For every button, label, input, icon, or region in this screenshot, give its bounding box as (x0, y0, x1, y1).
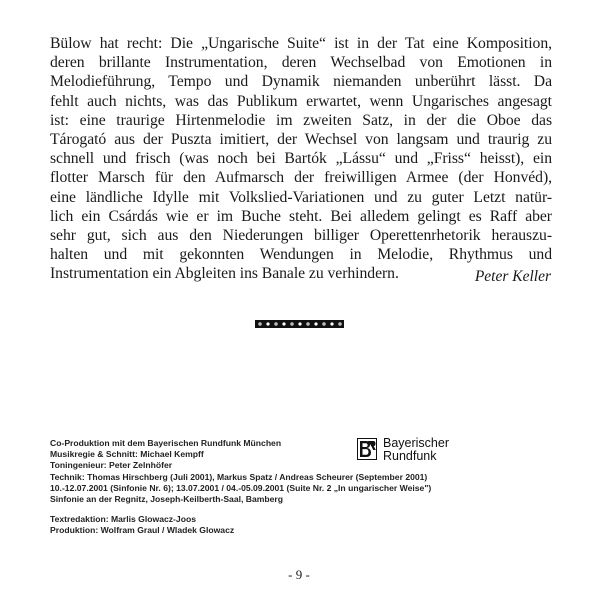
essay-line: schnell und frisch (was noch bei Bartók „Lássu“ und „Friss“ heisst), ein (50, 150, 552, 168)
logo-line-2: Rundfunk (383, 448, 437, 463)
essay-line: eine ländliche Idylle mit Volkslied-Variationen und zu guter Letzt natür- (50, 188, 552, 206)
essay-line: ist: eine traurige Hirtenmelodie im zweiten Satz, in der die Oboe das (50, 111, 552, 129)
essay-line: lich ein Csárdás wie er im Buche steht. Bei alledem gelingt es Raff aber (50, 207, 552, 225)
essay-line: Bülow hat recht: Die „Ungarische Suite“ ist in der Tat eine Komposition, (50, 35, 552, 52)
author-signature: Peter Keller (474, 268, 551, 285)
essay-line: halten und mit gekonnten Wendungen in Melodie, Rhythmus und (50, 246, 552, 264)
essay-line: deren brillante Instrumentation, deren Wechselbad von Emotionen in (50, 54, 552, 72)
credit-line: Produktion: Wolfram Graul / Wladek Glowacz (50, 525, 235, 536)
essay-line: sehr gut, sich aus den Niederungen billiger Operettenrhetorik herauszu- (50, 227, 552, 245)
essay-paragraph (50, 34, 552, 284)
essay-line: Melodieführung, Tempo und Dynamik niemanden unberührt lässt. Da (50, 73, 552, 91)
essay-line: Tárogató aus der Puszta imitiert, der Wechsel von langsam und traurig zu (50, 131, 552, 149)
essay-line: fehlt auch nichts, was das Publikum erwartet, wenn Ungarisches angesagt (50, 92, 552, 110)
logo-wordmark (383, 437, 449, 462)
logo-line-1: Bayerischer (383, 436, 449, 450)
credit-line: Toningenieur: Peter Zelnhöfer (50, 460, 173, 471)
br-logo-icon (357, 438, 377, 460)
credit-line: Textredaktion: Marlis Glowacz-Joos (50, 514, 196, 525)
essay-line: flotter Marsch für den Aufmarsch der freiwilligen Armee (der Honvéd), (50, 169, 552, 187)
credit-line: 10.-12.07.2001 (Sinfonie Nr. 6); 13.07.2001 / 04.-05.09.2001 (Suite Nr. 2 „In ungarischer Weise") (50, 482, 432, 493)
essay-line: Instrumentation ein Abgleiten ins Banale zu verhindern. (50, 265, 399, 283)
credit-line: Co-Produktion mit dem Bayerischen Rundfunk München (50, 438, 282, 448)
credits-spacer (50, 505, 550, 514)
page-number: - 9 - (288, 567, 310, 582)
credit-line: Musikregie & Schnitt: Michael Kempff (50, 449, 204, 460)
broadcaster-logo (357, 437, 497, 463)
ornament-divider-icon (255, 320, 344, 328)
credit-line: Sinfonie an der Regnitz, Joseph-Keilberth-Saal, Bamberg (50, 494, 284, 505)
credit-line: Technik: Thomas Hirschberg (Juli 2001), Markus Spatz / Andreas Scheurer (September 2001) (50, 471, 428, 482)
